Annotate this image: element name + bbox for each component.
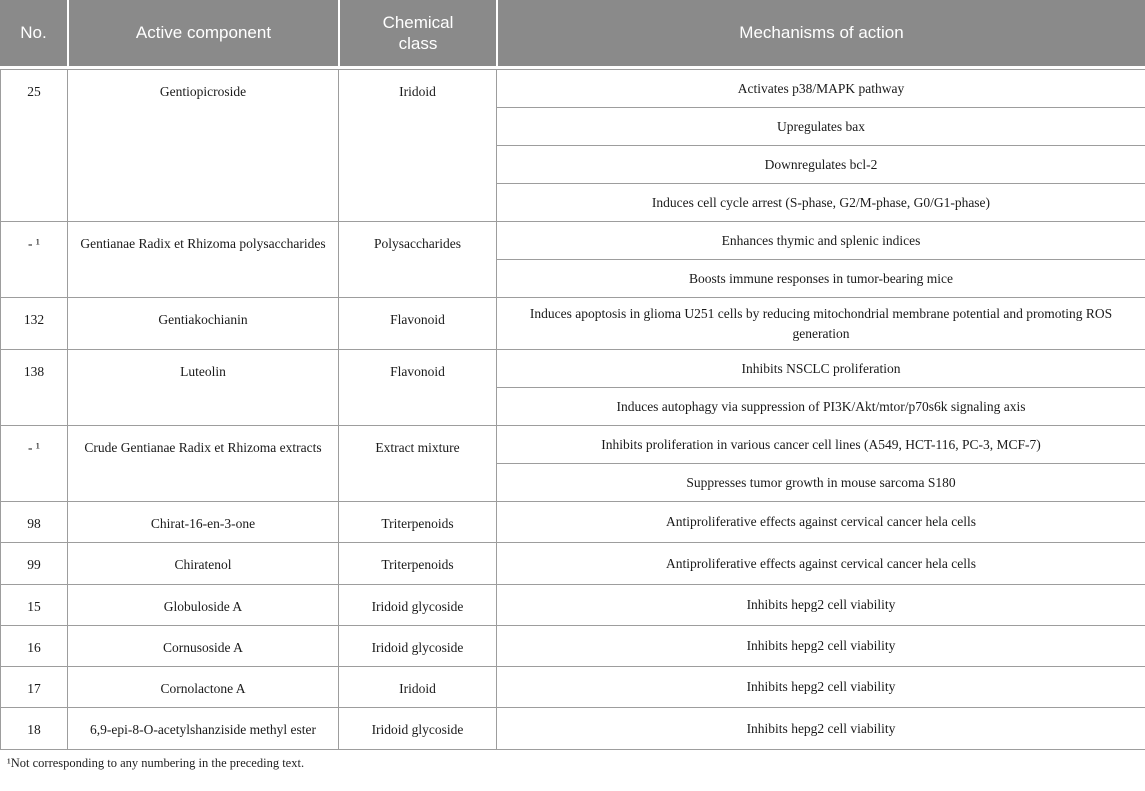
column-header-active-component: Active component xyxy=(67,0,338,66)
column-header-chemical-class: Chemical class xyxy=(338,0,496,66)
class-cell: Iridoid glycoside xyxy=(339,708,497,749)
component-cell: Chirat-16-en-3-one xyxy=(68,502,339,543)
mechanism-cell: Inhibits NSCLC proliferation xyxy=(497,350,1145,388)
component-cell: Cornolactone A xyxy=(68,667,339,708)
mechanism-cell: Antiproliferative effects against cervical cancer hela cells xyxy=(497,543,1145,584)
component-cell: Gentianae Radix et Rhizoma polysaccharides xyxy=(68,222,339,298)
component-cell: 6,9-epi-8-O-acetylshanziside methyl ester xyxy=(68,708,339,749)
mechanism-cell: Enhances thymic and splenic indices xyxy=(497,222,1145,260)
no-cell: 98 xyxy=(1,502,68,543)
table-row xyxy=(1,298,1145,350)
table-body xyxy=(1,70,1145,750)
no-cell: 15 xyxy=(1,584,68,625)
component-cell: Chiratenol xyxy=(68,543,339,584)
class-cell: Flavonoid xyxy=(339,298,497,350)
table-row xyxy=(1,222,1145,260)
no-cell: 18 xyxy=(1,708,68,749)
mechanism-cell: Upregulates bax xyxy=(497,108,1145,146)
mechanism-cell: Downregulates bcl-2 xyxy=(497,146,1145,184)
class-cell: Triterpenoids xyxy=(339,543,497,584)
mechanism-cell: Induces autophagy via suppression of PI3K/Akt/mtor/p70s6k signaling axis xyxy=(497,388,1145,426)
no-cell: - ¹ xyxy=(1,426,68,502)
table-row xyxy=(1,426,1145,464)
table-row xyxy=(1,667,1145,708)
component-cell: Luteolin xyxy=(68,350,339,426)
class-cell: Extract mixture xyxy=(339,426,497,502)
class-cell: Flavonoid xyxy=(339,350,497,426)
mechanism-cell: Boosts immune responses in tumor-bearing mice xyxy=(497,260,1145,298)
component-cell: Gentiopicroside xyxy=(68,70,339,222)
mechanism-cell: Inhibits hepg2 cell viability xyxy=(497,708,1145,749)
class-cell: Iridoid glycoside xyxy=(339,625,497,666)
table-row xyxy=(1,543,1145,584)
no-cell: 17 xyxy=(1,667,68,708)
no-cell: 16 xyxy=(1,625,68,666)
table-row xyxy=(1,502,1145,543)
column-header-mechanisms-of-action: Mechanisms of action xyxy=(496,0,1145,66)
table-row xyxy=(1,708,1145,749)
mechanism-cell: Induces cell cycle arrest (S-phase, G2/M-phase, G0/G1-phase) xyxy=(497,184,1145,222)
class-cell: Triterpenoids xyxy=(339,502,497,543)
mechanism-cell: Suppresses tumor growth in mouse sarcoma S180 xyxy=(497,464,1145,502)
table-row xyxy=(1,350,1145,388)
class-cell: Iridoid xyxy=(339,667,497,708)
table-row xyxy=(1,584,1145,625)
class-cell: Iridoid xyxy=(339,70,497,222)
component-cell: Crude Gentianae Radix et Rhizoma extracts xyxy=(68,426,339,502)
component-cell: Gentiakochianin xyxy=(68,298,339,350)
no-cell: 138 xyxy=(1,350,68,426)
component-cell: Cornusoside A xyxy=(68,625,339,666)
component-cell: Globuloside A xyxy=(68,584,339,625)
class-cell: Polysaccharides xyxy=(339,222,497,298)
mechanism-cell: Inhibits hepg2 cell viability xyxy=(497,667,1145,708)
column-header-no: No. xyxy=(0,0,67,66)
mechanisms-table xyxy=(0,69,1145,750)
no-cell: 99 xyxy=(1,543,68,584)
mechanism-cell: Inhibits hepg2 cell viability xyxy=(497,584,1145,625)
no-cell: 132 xyxy=(1,298,68,350)
mechanism-cell: Inhibits hepg2 cell viability xyxy=(497,625,1145,666)
no-cell: - ¹ xyxy=(1,222,68,298)
no-cell: 25 xyxy=(1,70,68,222)
mechanism-cell: Inhibits proliferation in various cancer cell lines (A549, HCT-116, PC-3, MCF-7) xyxy=(497,426,1145,464)
table-footnote: ¹Not corresponding to any numbering in the preceding text. xyxy=(7,755,305,770)
mechanism-cell: Antiproliferative effects against cervical cancer hela cells xyxy=(497,502,1145,543)
table-row xyxy=(1,70,1145,108)
mechanism-cell: Induces apoptosis in glioma U251 cells by reducing mitochondrial membrane potential and promoting ROS generation xyxy=(497,298,1145,350)
mechanism-cell: Activates p38/MAPK pathway xyxy=(497,70,1145,108)
table-header-row xyxy=(0,0,1145,66)
class-cell: Iridoid glycoside xyxy=(339,584,497,625)
table-row xyxy=(1,625,1145,666)
